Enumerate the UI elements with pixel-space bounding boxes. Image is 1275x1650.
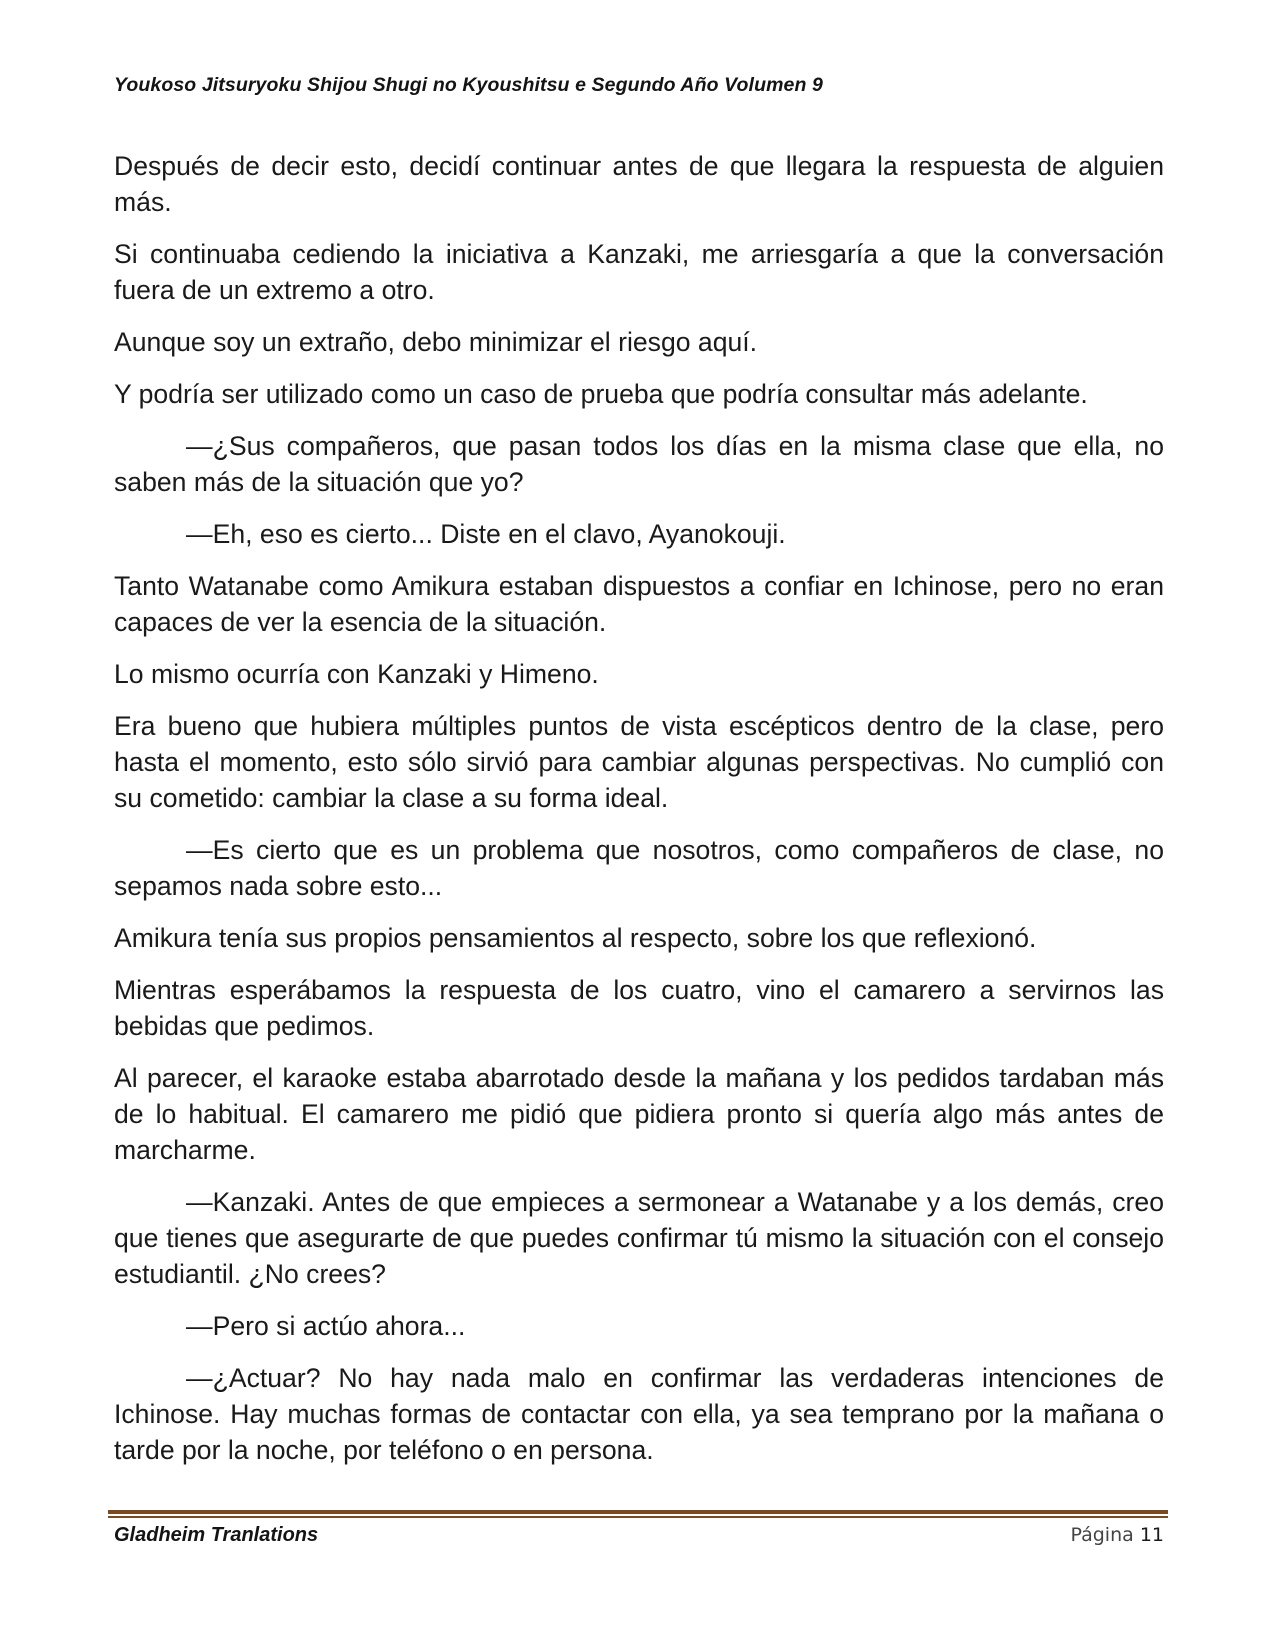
paragraph: Después de decir esto, decidí continuar antes de que llegara la respuesta de alguien más.: [114, 151, 1164, 217]
footer-credit: Gladheim Tranlations: [114, 1524, 319, 1546]
paragraph: Lo mismo ocurría con Kanzaki y Himeno.: [114, 659, 599, 689]
paragraph: Y podría ser utilizado como un caso de prueba que podría consultar más adelante.: [114, 379, 1088, 409]
paragraph: Era bueno que hubiera múltiples puntos de vista escépticos dentro de la clase, pero hasta el momento, esto sólo sirvió para cambiar algunas perspectivas. No cumplió con su cometido: cambiar la clase a su forma ideal.: [114, 711, 1164, 813]
footer-divider-thick: [108, 1510, 1168, 1514]
dialogue-paragraph: —¿Actuar? No hay nada malo en confirmar las verdaderas intenciones de Ichinose. Hay muchas formas de contactar con ella, ya sea temprano por la mañana o tarde por la noche, por teléfono o en persona.: [114, 1363, 1164, 1465]
footer-divider: [108, 1510, 1168, 1518]
paragraph: Aunque soy un extraño, debo minimizar el riesgo aquí.: [114, 327, 758, 357]
footer-divider-thin: [108, 1516, 1168, 1518]
paragraph: Si continuaba cediendo la iniciativa a Kanzaki, me arriesgaría a que la conversación fuera de un extremo a otro.: [114, 239, 1164, 305]
paragraph: Tanto Watanabe como Amikura estaban dispuestos a confiar en Ichinose, pero no eran capaces de ver la esencia de la situación.: [114, 571, 1164, 637]
dialogue-paragraph: —¿Sus compañeros, que pasan todos los días en la misma clase que ella, no saben más de la situación que yo?: [114, 431, 1164, 497]
dialogue-paragraph: —Eh, eso es cierto... Diste en el clavo, Ayanokouji.: [186, 519, 786, 549]
dialogue-paragraph: —Kanzaki. Antes de que empieces a sermonear a Watanabe y a los demás, creo que tienes que asegurarte de que puedes confirmar tú mismo la situación con el consejo estudiantil. ¿No crees?: [114, 1187, 1164, 1289]
dialogue-paragraph: —Es cierto que es un problema que nosotros, como compañeros de clase, no sepamos nada sobre esto...: [114, 835, 1164, 901]
page-number: [1070, 1524, 1164, 1546]
page-number-value: 11: [1139, 1524, 1164, 1546]
running-header: Youkoso Jitsuryoku Shijou Shugi no Kyoushitsu e Segundo Año Volumen 9: [114, 74, 823, 96]
page-label: Página: [1070, 1524, 1134, 1546]
paragraph: Mientras esperábamos la respuesta de los cuatro, vino el camarero a servirnos las bebidas que pedimos.: [114, 975, 1164, 1041]
dialogue-paragraph: —Pero si actúo ahora...: [186, 1311, 466, 1341]
paragraph: Al parecer, el karaoke estaba abarrotado desde la mañana y los pedidos tardaban más de lo habitual. El camarero me pidió que pidiera pronto si quería algo más antes de marcharme.: [114, 1063, 1164, 1165]
body-text: [114, 148, 1164, 1484]
paragraph: Amikura tenía sus propios pensamientos al respecto, sobre los que reflexionó.: [114, 923, 1037, 953]
